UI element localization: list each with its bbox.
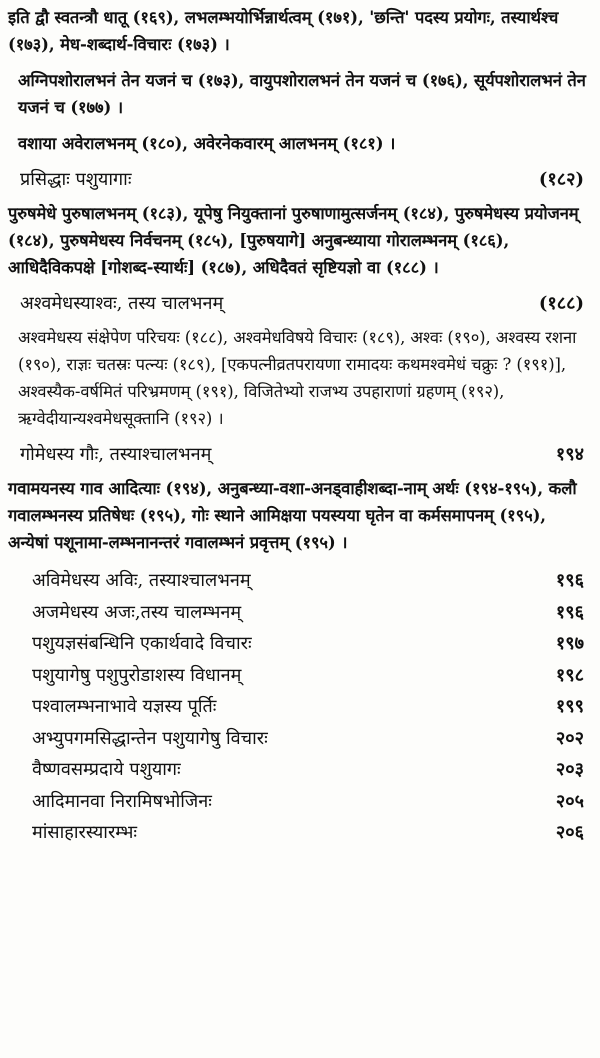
toc-item-title: वैष्णवसम्प्रदाये पशुयागः [32,759,181,780]
page-number: (१८८) [538,293,584,314]
toc-item [8,628,590,660]
toc-item [8,691,590,723]
toc-item-title: पशुयज्ञसंबन्धिनि एकार्थवादे विचारः [32,633,252,654]
toc-item-title: अजमेधस्य अजः,तस्य चालम्भनम् [32,601,242,623]
paragraph-top-3: वशाया अवेरालभनम् (१८०), अवेरनेकवारम् आलभनम् (१८१) । [18,134,396,153]
toc-item-number: १९९ [555,696,584,717]
paragraph-gomedha: गवामयनस्य गाव आदित्याः (१९४), अनुबन्ध्या-वशा-अनड्वाहीशब्दा-नाम् अर्थः (१९४-१९५), कलौ गवालम्भनस्य प्रतिषेधः (१९५), गोः स्थाने आमिक्षया पयस्यया घृतेन वा कर्मसमापनम् (१९५), अन्येषां पशूनामा-लम्भनानन्तरं गवालम्भनं प्रवृत्तम् (१९५) । [8,479,577,552]
toc-item-title: पशुयागेषु पशुपुरोडाशस्य विधानम् [32,664,242,686]
paragraph-ashvamedha: अश्वमेधस्य संक्षेपेण परिचयः (१८८), अश्वमेधविषये विचारः (१८९), अश्वः (१९०), अश्वस्य रशना (१९०), राज्ञः चतस्रः पत्न्यः (१८९), [एकपत्नीव्रतपरायणा रामादयः कथमश्वमेधं चक्रुः ? (१९१)], अश्वस्यैक-वर्षमितं परिभ्रमणम् (१९१), विजितेभ्यो राजभ्य उपहाराणां ग्रहणम् (१९२), ऋग्वेदीयान्यश्वमेधसूक्तानि (१९२) । [18,328,577,428]
toc-item-title: अविमेधस्य अविः, तस्याश्चालभनम् [32,570,251,591]
toc-item-number: २०२ [555,727,584,749]
toc-item-number: २०६ [555,822,584,843]
toc-item [8,723,590,755]
page-number: (१८२) [538,169,584,190]
toc-item-title: मांसाहारस्यारम्भः [32,822,137,843]
toc-item-title: पश्वालम्भनाभावे यज्ञस्य पूर्तिः [32,696,217,717]
toc-item [8,660,590,692]
toc-item [8,597,590,629]
toc-item [8,817,590,849]
section-title: प्रसिद्धाः पशुयागाः [20,169,132,190]
page-number: १९४ [555,444,584,465]
toc-list [8,565,590,849]
section-title: गोमेधस्य गौः, तस्याश्चालभनम् [20,444,212,465]
toc-item-number: २०५ [555,790,584,812]
section-heading-prasiddha [8,166,590,194]
toc-item-number: १९७ [555,633,584,654]
paragraph-top-2: अग्निपशोरालभनं तेन यजनं च (१७३), वायुपशोरालभनं तेन यजनं च (१७६), सूर्यपशोरालभनं तेन यजनं च (१७७) । [18,71,586,117]
toc-item-number: १९६ [555,601,584,623]
toc-item [8,565,590,597]
toc-item-number: २०३ [555,759,584,780]
section-heading-gomedha [8,441,590,469]
toc-item-title: आदिमानवा निरामिषभोजिनः [32,790,212,812]
toc-item-title: अभ्युपगमसिद्धान्तेन पशुयागेषु विचारः [32,727,268,749]
toc-item-number: १९६ [555,570,584,591]
section-heading-ashvamedha [8,290,590,318]
toc-item [8,786,590,818]
paragraph-top-1: इति द्वौ स्वतन्त्रौ धातू (१६९), लभलम्भयोर्भिन्नार्थत्वम् (१७१), 'छन्ति' पदस्य प्रयोगः, तस्यार्थश्च (१७३), मेध-शब्दार्थ-विचारः (१७३) । [8,8,559,54]
section-title: अश्वमेधस्याश्वः, तस्य चालभनम् [20,293,224,314]
toc-item [8,754,590,786]
toc-item-number: १९८ [555,664,584,686]
paragraph-purushamedha: पुरुषमेधे पुरुषालभनम् (१८३), यूपेषु नियुक्तानां पुरुषाणामुत्सर्जनम् (१८४), पुरुषमेधस्य प्रयोजनम् (१८४), पुरुषमेधस्य निर्वचनम् (१८५), [पुरुषयागे] अनुबन्ध्याया गोरालम्भनम् (१८६), आधिदैविकपक्षे [गोशब्द-स्यार्थः] (१८७), अधिदैवतं सृष्टियज्ञो वा (१८८) । [8,204,579,277]
